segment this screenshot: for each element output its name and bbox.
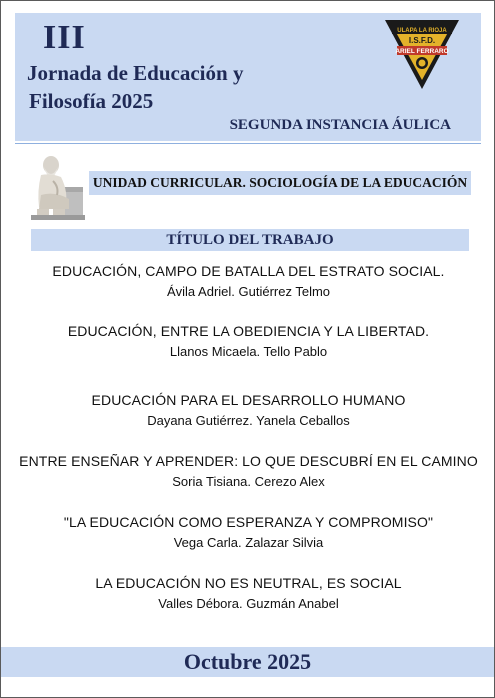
event-title-line2: Filosofía 2025 — [29, 89, 154, 113]
event-title-line1: Jornada de Educación y — [27, 61, 244, 85]
work-entry — [1, 263, 495, 299]
work-entry — [1, 575, 495, 611]
work-authors: Vega Carla. Zalazar Silvia — [173, 535, 324, 550]
work-authors: Ávila Adriel. Gutiérrez Telmo — [166, 284, 331, 299]
curricular-unit-bar — [89, 171, 471, 195]
work-authors: Dayana Gutiérrez. Yanela Ceballos — [147, 413, 350, 428]
philosopher-statue-icon — [29, 151, 87, 221]
header-band — [15, 13, 481, 141]
work-entry — [1, 392, 495, 428]
section-title-bar — [31, 229, 469, 251]
curricular-unit-label: UNIDAD CURRICULAR. SOCIOLOGÍA DE LA EDUCACIÓN — [92, 175, 468, 190]
logo-top-text: ULAPA LA RIOJA — [397, 28, 447, 34]
institute-logo — [383, 17, 461, 91]
footer-date: Octubre 2025 — [183, 649, 312, 674]
header-divider — [15, 143, 481, 144]
work-title: ENTRE ENSEÑAR Y APRENDER: LO QUE DESCUBRÍ EN EL CAMINO — [19, 453, 478, 469]
work-authors: Llanos Micaela. Tello Pablo — [169, 344, 328, 359]
work-authors: Valles Débora. Guzmán Anabel — [158, 596, 339, 611]
work-entry — [1, 323, 495, 359]
instance-label: SEGUNDA INSTANCIA ÁULICA — [229, 117, 451, 133]
work-title: EDUCACIÓN, CAMPO DE BATALLA DEL ESTRATO SOCIAL. — [52, 263, 445, 279]
logo-mid-text: I.S.F.D. — [408, 36, 436, 45]
work-title: EDUCACIÓN PARA EL DESARROLLO HUMANO — [91, 392, 406, 408]
logo-bottom-text: ARIEL FERRARO — [395, 48, 449, 55]
work-title: LA EDUCACIÓN NO ES NEUTRAL, ES SOCIAL — [95, 575, 402, 591]
work-title: "LA EDUCACIÓN COMO ESPERANZA Y COMPROMISO" — [63, 514, 434, 530]
work-authors: Soria Tisiana. Cerezo Alex — [172, 474, 325, 489]
work-entry — [1, 453, 495, 489]
footer-band — [1, 647, 494, 677]
edition-number: III — [43, 19, 86, 56]
work-title: EDUCACIÓN, ENTRE LA OBEDIENCIA Y LA LIBERTAD. — [67, 323, 430, 339]
work-entry — [1, 514, 495, 550]
section-title: TÍTULO DEL TRABAJO — [166, 231, 334, 248]
